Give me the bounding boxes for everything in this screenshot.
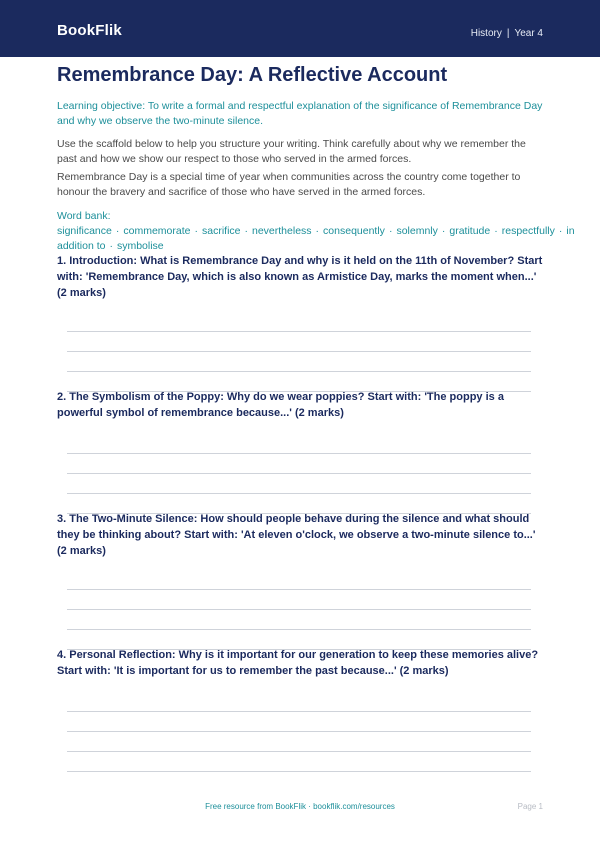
answer-line bbox=[67, 711, 531, 712]
word-bank-word: significance bbox=[57, 225, 112, 237]
word-bank bbox=[57, 209, 575, 254]
intro-paragraph-1: Use the scaffold below to help you structure your writing. Think carefully about why we remember the past and how we show our respect to those who served in the armed forces. bbox=[57, 138, 526, 165]
word-bank-separator: · bbox=[315, 225, 320, 237]
word-bank-label: Word bank: bbox=[57, 210, 111, 222]
answer-line bbox=[67, 629, 531, 630]
answer-line bbox=[67, 731, 531, 732]
word-bank-separator: · bbox=[441, 225, 446, 237]
question-2: 2. The Symbolism of the Poppy: Why do we wear poppies? Start with: 'The poppy is a powerful symbol of remembrance because...' (2 marks) bbox=[57, 391, 504, 419]
word-bank-separator: · bbox=[194, 225, 198, 237]
page-title: Remembrance Day: A Reflective Account bbox=[57, 64, 448, 86]
answer-line bbox=[67, 493, 531, 494]
year-label: Year 4 bbox=[514, 28, 543, 39]
answer-line bbox=[67, 351, 531, 352]
word-bank-word: consequently bbox=[323, 225, 385, 237]
word-bank-word: solemnly bbox=[396, 225, 438, 237]
intro-paragraph-2: Remembrance Day is a special time of year when communities across the country come together to honour the bravery and sacrifice of those who have served in the armed forces. bbox=[57, 171, 521, 198]
word-bank-words bbox=[57, 225, 575, 252]
learning-objective: Learning objective: To write a formal and respectful explanation of the significance of Remembrance Day and why we observe the two-minute silence. bbox=[57, 100, 543, 127]
answer-line bbox=[67, 331, 531, 332]
answer-line bbox=[67, 751, 531, 752]
word-bank-separator: · bbox=[115, 225, 120, 237]
answer-line bbox=[67, 453, 531, 454]
word-bank-word: respectfully bbox=[501, 225, 555, 237]
answer-line bbox=[67, 473, 531, 474]
question-4: 4. Personal Reflection: Why is it important for our generation to keep these memories alive? Start with: 'It is important for us to remember the past because...' (2 marks) bbox=[57, 649, 539, 677]
word-bank-word: in addition to bbox=[57, 225, 575, 252]
word-bank-word: nevertheless bbox=[252, 225, 312, 237]
word-bank-separator: · bbox=[558, 225, 563, 237]
answer-line bbox=[67, 609, 531, 610]
question-3: 3. The Two-Minute Silence: How should people behave during the silence and what should they be thinking about? Start with: 'At eleven o'clock, we observe a two-minute silence to...' (2 marks) bbox=[57, 513, 536, 557]
brand-logo: BookFlik bbox=[57, 22, 122, 39]
word-bank-separator: · bbox=[109, 240, 113, 252]
word-bank-separator: · bbox=[244, 225, 248, 237]
word-bank-word: gratitude bbox=[449, 225, 491, 237]
answer-line bbox=[67, 589, 531, 590]
footer-text: Free resource from BookFlik · bookflik.com/resources bbox=[205, 802, 395, 811]
answer-line bbox=[67, 371, 531, 372]
page-number: Page 1 bbox=[517, 802, 543, 811]
question-1: 1. Introduction: What is Remembrance Day and why is it held on the 11th of November? Start with: 'Remembrance Day, which is also known as Armistice Day, marks the moment when...' (2 marks) bbox=[57, 255, 543, 299]
word-bank-word: symbolise bbox=[116, 240, 164, 252]
word-bank-word: sacrifice bbox=[201, 225, 241, 237]
meta-separator: | bbox=[506, 28, 510, 39]
subject-year-meta bbox=[471, 28, 543, 39]
answer-line bbox=[67, 771, 531, 772]
word-bank-separator: · bbox=[494, 225, 498, 237]
subject-label: History bbox=[470, 28, 502, 39]
page-header bbox=[0, 0, 600, 57]
word-bank-separator: · bbox=[388, 225, 393, 237]
word-bank-word: commemorate bbox=[123, 225, 191, 237]
